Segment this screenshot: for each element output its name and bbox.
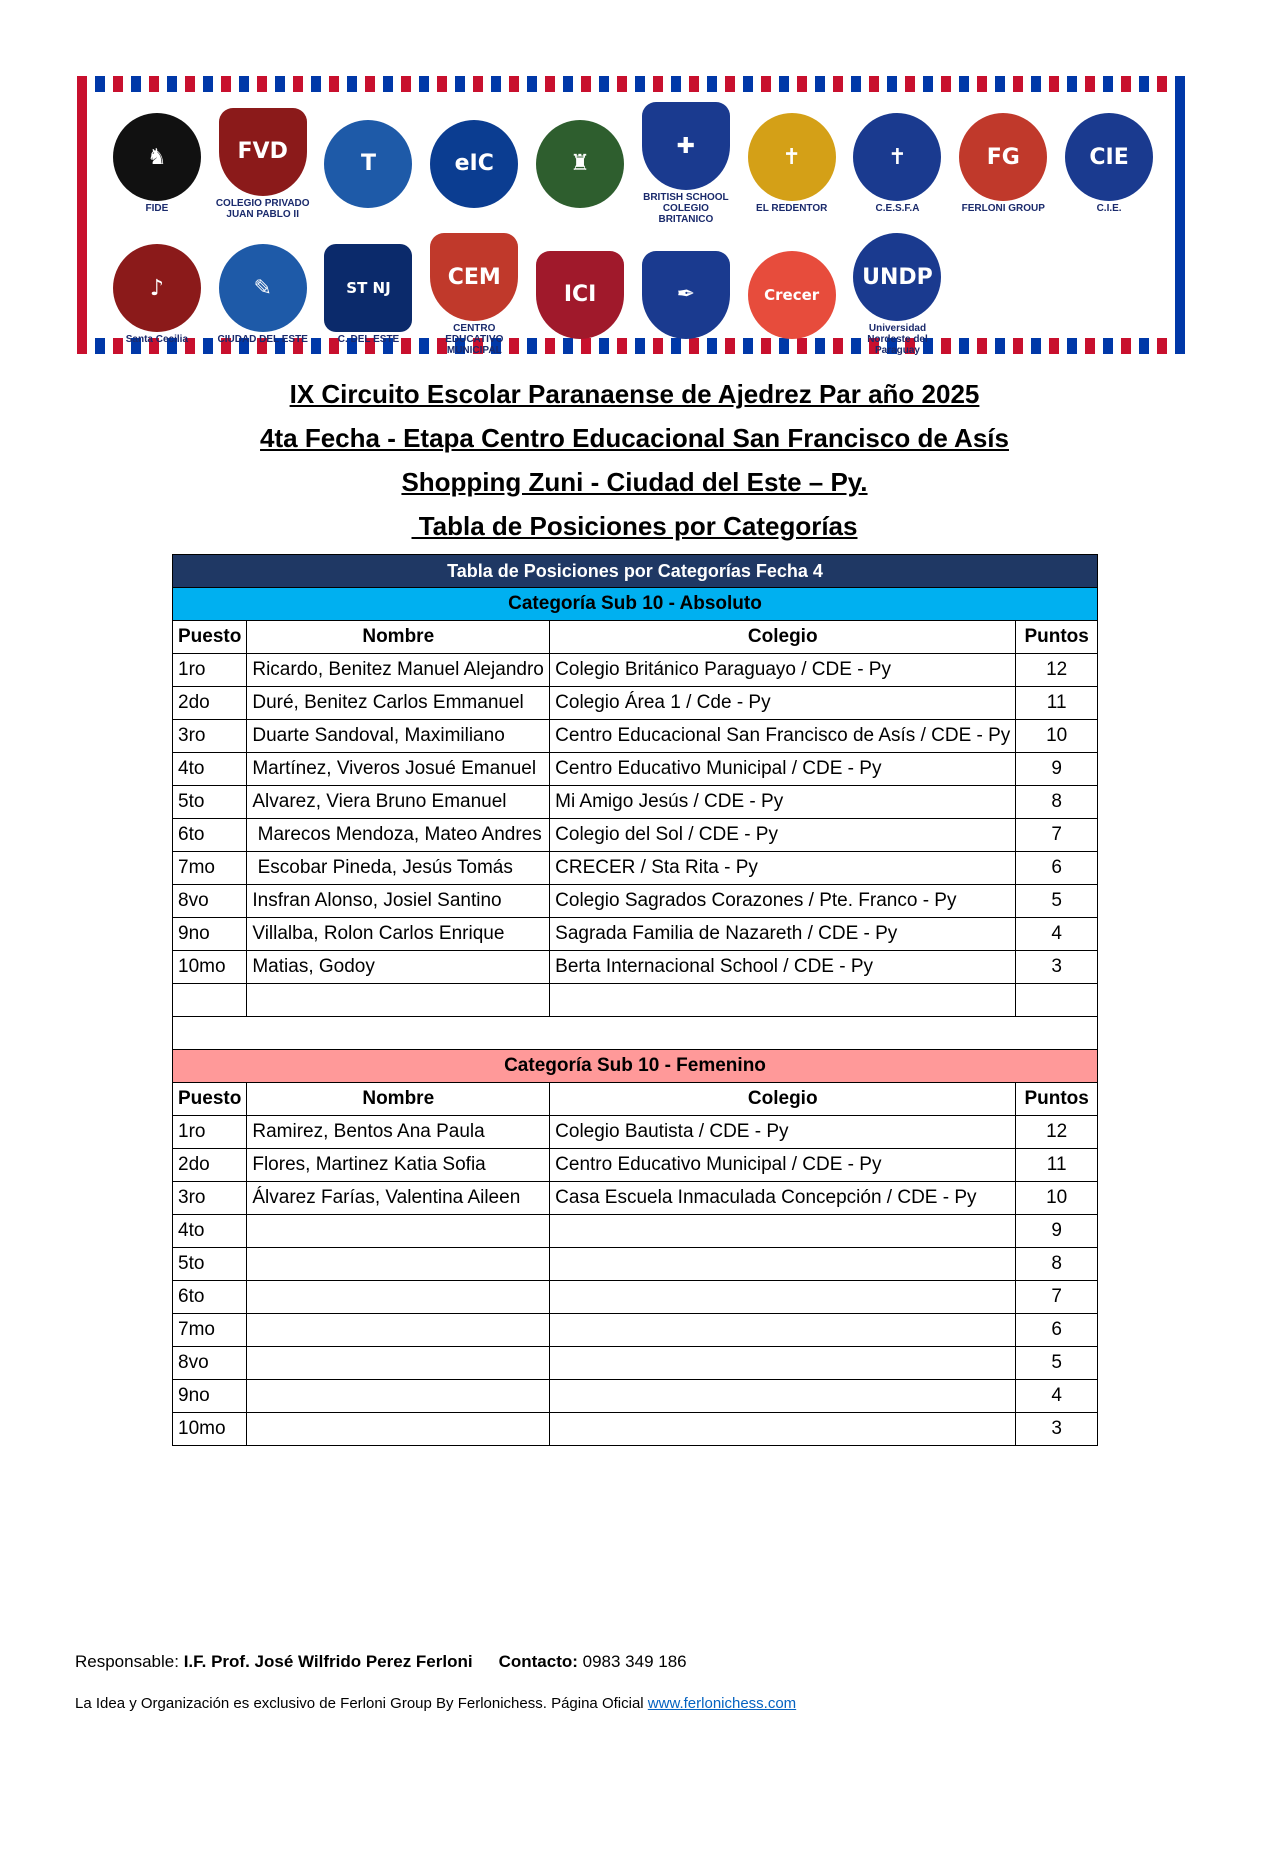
contacto-value: 0983 349 186 (582, 1652, 687, 1671)
cell-nombre (247, 1314, 550, 1347)
cell-nombre: Duarte Sandoval, Maximiliano (247, 720, 550, 753)
cell-colegio (550, 1347, 1016, 1380)
cell-nombre: Marecos Mendoza, Mateo Andres (247, 819, 550, 852)
cell-puntos: 10 (1016, 1182, 1098, 1215)
logo-caption: C. DEL ESTE (337, 334, 400, 345)
table-row (173, 1182, 1098, 1215)
sponsor-logo (213, 233, 313, 356)
logo-caption: BRITISH SCHOOL COLEGIO BRITANICO (643, 192, 729, 225)
fvd-shield-icon: FVD (219, 108, 307, 196)
sponsor-logo (636, 102, 736, 225)
header-puesto: Puesto (173, 1083, 247, 1116)
cell-nombre: Álvarez Farías, Valentina Aileen (247, 1182, 550, 1215)
title-line-3: Shopping Zuni - Ciudad del Este – Py. (401, 467, 868, 497)
cell-puntos: 7 (1016, 819, 1098, 852)
spacer-cell (173, 1017, 1098, 1050)
cem-icon: CEM (430, 233, 518, 321)
cell-puntos: 3 (1016, 1413, 1098, 1446)
cell-nombre (247, 1413, 550, 1446)
cell-colegio: Centro Educativo Municipal / CDE - Py (550, 1149, 1016, 1182)
cell-colegio: Colegio Bautista / CDE - Py (550, 1116, 1016, 1149)
title-line-1: IX Circuito Escolar Paranaense de Ajedrez Par año 2025 (289, 379, 980, 409)
table-title-row (173, 555, 1098, 588)
cell-puesto: 9no (173, 1380, 247, 1413)
british-school-icon: ✚ (642, 102, 730, 190)
educar-icon: CIE (1065, 113, 1153, 201)
cell-puesto: 7mo (173, 852, 247, 885)
cell-nombre (247, 1248, 550, 1281)
header-nombre: Nombre (247, 621, 550, 654)
sponsor-logo (848, 233, 948, 356)
official-site-link[interactable]: www.ferlonichess.com (647, 1695, 797, 1712)
sponsor-logo (107, 233, 207, 356)
sponsor-logo (424, 102, 524, 225)
logo-caption: CIUDAD DEL ESTE (217, 334, 308, 345)
club-ferlonichess-icon: ♜ (536, 120, 624, 208)
logo-caption: CENTRO EDUCATIVO MUNICIPAL (445, 323, 504, 356)
header-nombre: Nombre (247, 1083, 550, 1116)
responsable-label: Responsable: (75, 1652, 184, 1671)
cell-puesto: 8vo (173, 1347, 247, 1380)
column-header-row (173, 621, 1098, 654)
cell-nombre: Duré, Benitez Carlos Emmanuel (247, 687, 550, 720)
standings-table (172, 554, 1098, 1446)
sponsor-logo (319, 102, 419, 225)
cell-nombre: Insfran Alonso, Josiel Santino (247, 885, 550, 918)
table-title: Tabla de Posiciones por Categorías Fecha 4 (173, 555, 1098, 588)
logo-caption: FIDE (145, 203, 169, 214)
table-row (173, 687, 1098, 720)
table-row (173, 918, 1098, 951)
logo-caption: EL REDENTOR (756, 203, 828, 214)
cell-puntos: 4 (1016, 918, 1098, 951)
eic-logo-icon: eIC (430, 120, 518, 208)
ferloni-group-icon: FG (959, 113, 1047, 201)
cell-puntos: 8 (1016, 786, 1098, 819)
cell-puesto: 10mo (173, 951, 247, 984)
table-row (173, 753, 1098, 786)
footer-note (75, 1695, 796, 1712)
cell-colegio: Colegio Británico Paraguayo / CDE - Py (550, 654, 1016, 687)
table-row (173, 1380, 1098, 1413)
cell-colegio (550, 1380, 1016, 1413)
category-femenino: Categoría Sub 10 - Femenino (173, 1050, 1098, 1083)
cell-colegio: Colegio Área 1 / Cde - Py (550, 687, 1016, 720)
logo-caption: Santa Cecilia (125, 334, 189, 345)
cell-puntos: 9 (1016, 753, 1098, 786)
category-row-femenino (173, 1050, 1098, 1083)
logo-caption: C.I.E. (1096, 203, 1122, 214)
cell-colegio: Sagrada Familia de Nazareth / CDE - Py (550, 918, 1016, 951)
logo-caption: FERLONI GROUP (961, 203, 1045, 214)
table-row (173, 1116, 1098, 1149)
header-colegio: Colegio (550, 1083, 1016, 1116)
cell-puntos: 10 (1016, 720, 1098, 753)
sponsor-logo (636, 233, 736, 356)
footer-responsable (75, 1652, 687, 1672)
sponsor-logo (107, 102, 207, 225)
cell-nombre: Matias, Godoy (247, 951, 550, 984)
cell-puesto: 2do (173, 1149, 247, 1182)
santa-rita-icon: ✒ (642, 251, 730, 339)
cell-puntos: 6 (1016, 852, 1098, 885)
cell-puntos: 11 (1016, 687, 1098, 720)
sponsor-logo (424, 233, 524, 356)
cell-colegio (550, 1413, 1016, 1446)
table-row (173, 1281, 1098, 1314)
cell-puntos: 5 (1016, 1347, 1098, 1380)
cell-puntos: 8 (1016, 1248, 1098, 1281)
blank-cell (550, 984, 1016, 1017)
cell-nombre (247, 1347, 550, 1380)
cell-puntos: 5 (1016, 885, 1098, 918)
cell-puesto: 7mo (173, 1314, 247, 1347)
table-row (173, 1149, 1098, 1182)
undp-icon: UNDP (853, 233, 941, 321)
table-row (173, 1248, 1098, 1281)
table-row (173, 1215, 1098, 1248)
blank-row (173, 984, 1098, 1017)
cell-nombre: Escobar Pineda, Jesús Tomás (247, 852, 550, 885)
title-line-2: 4ta Fecha - Etapa Centro Educacional San Francisco de Asís (260, 423, 1009, 453)
cell-puesto: 5to (173, 786, 247, 819)
table-row (173, 819, 1098, 852)
cell-puntos: 3 (1016, 951, 1098, 984)
cell-nombre: Martínez, Viveros Josué Emanuel (247, 753, 550, 786)
el-redentor-icon: ✝ (748, 113, 836, 201)
cell-puesto: 2do (173, 687, 247, 720)
cell-colegio: Colegio Sagrados Corazones / Pte. Franco - Py (550, 885, 1016, 918)
sponsor-logo (319, 233, 419, 356)
cell-colegio (550, 1281, 1016, 1314)
ici-icon: ICI (536, 251, 624, 339)
table-row (173, 786, 1098, 819)
table-row (173, 654, 1098, 687)
table-row (173, 1314, 1098, 1347)
cell-colegio (550, 1314, 1016, 1347)
fide-knight-icon: ♞ (113, 113, 201, 201)
cell-colegio: Centro Educativo Municipal / CDE - Py (550, 753, 1016, 786)
table-row (173, 885, 1098, 918)
sponsor-logo (953, 102, 1053, 225)
cell-colegio: Casa Escuela Inmaculada Concepción / CDE - Py (550, 1182, 1016, 1215)
cell-puesto: 4to (173, 1215, 247, 1248)
colegio-crecer-icon: ✎ (219, 244, 307, 332)
cell-nombre: Villalba, Rolon Carlos Enrique (247, 918, 550, 951)
sponsor-logo (530, 102, 630, 225)
cell-nombre: Alvarez, Viera Bruno Emanuel (247, 786, 550, 819)
cell-puesto: 8vo (173, 885, 247, 918)
cell-puesto: 4to (173, 753, 247, 786)
cell-puntos: 12 (1016, 654, 1098, 687)
logo-caption: Universidad Nordeste del Paraguay (867, 323, 928, 356)
sponsor-logo (530, 233, 630, 356)
sponsor-logo (742, 233, 842, 356)
colegio-tower-icon: T (324, 120, 412, 208)
column-header-row (173, 1083, 1098, 1116)
cell-puesto: 9no (173, 918, 247, 951)
crecer-icon: Crecer (748, 251, 836, 339)
cell-puesto: 5to (173, 1248, 247, 1281)
cell-nombre (247, 1281, 550, 1314)
table-row (173, 720, 1098, 753)
cell-puesto: 3ro (173, 720, 247, 753)
cell-puntos: 11 (1016, 1149, 1098, 1182)
sponsor-logo (213, 102, 313, 225)
cell-nombre: Ricardo, Benitez Manuel Alejandro (247, 654, 550, 687)
cell-colegio (550, 1248, 1016, 1281)
logo-caption: C.E.S.F.A (875, 203, 920, 214)
cell-puntos: 6 (1016, 1314, 1098, 1347)
cell-puesto: 6to (173, 819, 247, 852)
title-line-4: Tabla de Posiciones por Categorías (411, 511, 858, 541)
footer-note-text: La Idea y Organización es exclusivo de Ferloni Group By Ferlonichess. Página Oficial (75, 1695, 648, 1712)
cell-nombre: Flores, Martinez Katia Sofia (247, 1149, 550, 1182)
cell-colegio: Mi Amigo Jesús / CDE - Py (550, 786, 1016, 819)
cell-puesto: 1ro (173, 1116, 247, 1149)
cell-puntos: 7 (1016, 1281, 1098, 1314)
logo-grid (107, 102, 1159, 356)
cell-puntos: 4 (1016, 1380, 1098, 1413)
table-row (173, 852, 1098, 885)
cell-colegio: Colegio del Sol / CDE - Py (550, 819, 1016, 852)
sponsors-banner (77, 76, 1189, 354)
category-absoluto: Categoría Sub 10 - Absoluto (173, 588, 1098, 621)
category-row-absoluto (173, 588, 1098, 621)
cell-nombre: Ramirez, Bentos Ana Paula (247, 1116, 550, 1149)
cell-puesto: 3ro (173, 1182, 247, 1215)
document-titles (0, 372, 1269, 548)
table-row (173, 1347, 1098, 1380)
cell-puntos: 9 (1016, 1215, 1098, 1248)
cell-colegio: Centro Educacional San Francisco de Asís / CDE - Py (550, 720, 1016, 753)
cell-colegio: Berta Internacional School / CDE - Py (550, 951, 1016, 984)
header-colegio: Colegio (550, 621, 1016, 654)
contacto-label: Contacto: (498, 1652, 583, 1671)
blank-cell (1016, 984, 1098, 1017)
cell-colegio: CRECER / Sta Rita - Py (550, 852, 1016, 885)
cell-puesto: 6to (173, 1281, 247, 1314)
st-nj-icon: ST NJ (324, 244, 412, 332)
table-spacer (173, 1017, 1098, 1050)
logo-caption: COLEGIO PRIVADO JUAN PABLO II (215, 197, 310, 220)
cell-puesto: 1ro (173, 654, 247, 687)
cell-colegio (550, 1215, 1016, 1248)
header-puesto: Puesto (173, 621, 247, 654)
santa-cecilia-icon: ♪ (113, 244, 201, 332)
blank-cell (173, 984, 247, 1017)
blank-cell (247, 984, 550, 1017)
cell-nombre (247, 1215, 550, 1248)
cell-puntos: 12 (1016, 1116, 1098, 1149)
cesfa-icon: ✝ (853, 113, 941, 201)
header-puntos: Puntos (1016, 1083, 1098, 1116)
header-puntos: Puntos (1016, 621, 1098, 654)
sponsor-logo (1059, 102, 1159, 225)
cell-nombre (247, 1380, 550, 1413)
cell-puesto: 10mo (173, 1413, 247, 1446)
table-row (173, 1413, 1098, 1446)
table-row (173, 951, 1098, 984)
sponsor-logo (848, 102, 948, 225)
responsable-name: I.F. Prof. José Wilfrido Perez Ferloni (183, 1652, 473, 1671)
sponsor-logo (742, 102, 842, 225)
